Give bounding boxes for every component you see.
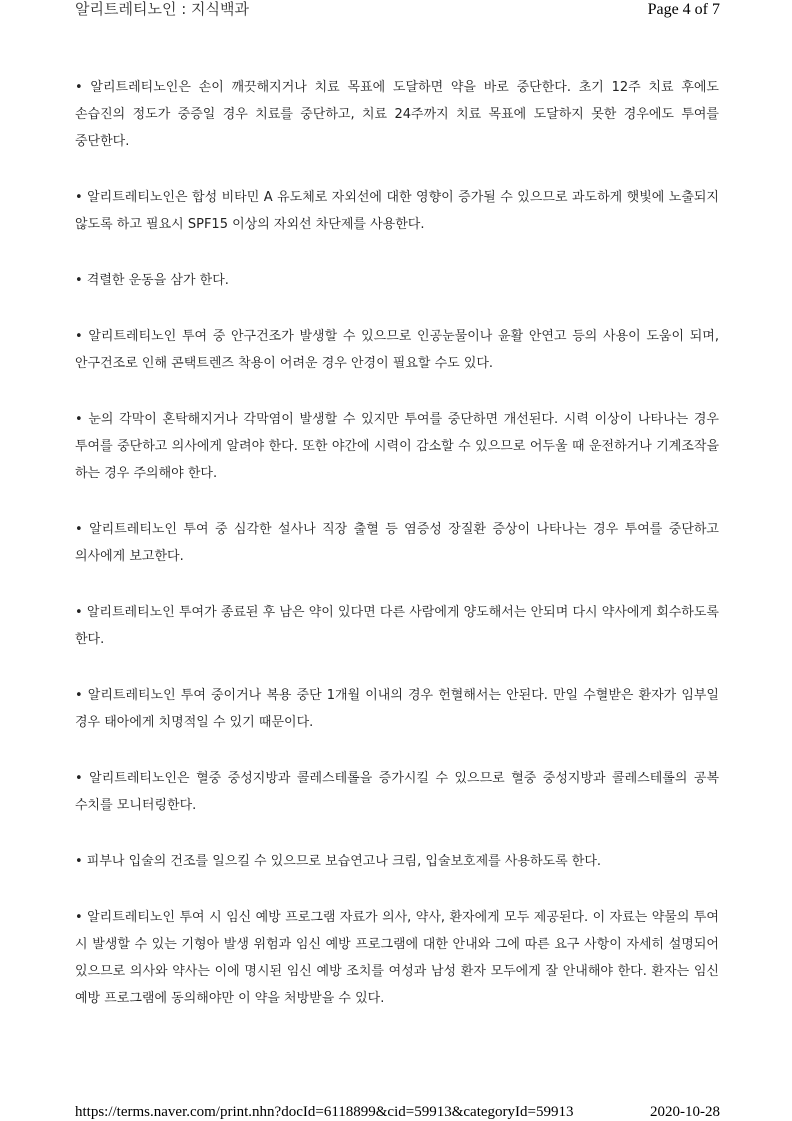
paragraph-discontinue-treatment: • 알리트레티노인은 손이 깨끗해지거나 치료 목표에 도달하면 약을 바로 중단한다. 초기 12주 치료 후에도 손습진의 정도가 중증일 경우 치료를 중단하고, 치료 24주까지 치료 목표에 도달하지 못한 경우에도 투여를 중단한다. — [75, 80, 719, 149]
paragraph-exercise: • 격렬한 운동을 삼가 한다. — [75, 273, 229, 288]
paragraph-bowel-disease: • 알리트레티노인 투여 중 심각한 설사나 직장 출혈 등 염증성 장질환 증상이 나타나는 경우 투여를 중단하고 의사에게 보고한다. — [75, 522, 719, 564]
paragraph-lipids: • 알리트레티노인은 혈중 중성지방과 콜레스테롤을 증가시킬 수 있으므로 혈중 중성지방과 콜레스테롤의 공복 수치를 모니터링한다. — [75, 771, 719, 813]
page-header-title: 알리트레티노인 : 지식백과 — [75, 0, 249, 18]
paragraph-dry-eye: • 알리트레티노인 투여 중 안구건조가 발생할 수 있으므로 인공눈물이나 윤활 안연고 등의 사용이 도움이 되며, 안구건조로 인해 콘택트렌즈 착용이 어려운 경우 안경이 필요할 수도 있다. — [75, 329, 719, 371]
paragraph-leftover-medicine: • 알리트레티노인 투여가 종료된 후 남은 약이 있다면 다른 사람에게 양도해서는 안되며 다시 약사에게 회수하도록 한다. — [75, 605, 719, 647]
paragraph-sun-protection: • 알리트레티노인은 합성 비타민 A 유도체로 자외선에 대한 영향이 증가될 수 있으므로 과도하게 햇빛에 노출되지 않도록 하고 필요시 SPF15 이상의 자외선 차단제를 사용한다. — [75, 190, 719, 232]
page-number: Page 4 of 7 — [647, 1, 720, 18]
document-body — [75, 74, 719, 1041]
paragraph-blood-donation: • 알리트레티노인 투여 중이거나 복용 중단 1개월 이내의 경우 헌혈해서는 안된다. 만일 수혈받은 환자가 임부일 경우 태아에게 치명적일 수 있기 때문이다. — [75, 688, 719, 730]
paragraph-cornea: • 눈의 각막이 혼탁해지거나 각막염이 발생할 수 있지만 투여를 중단하면 개선된다. 시력 이상이 나타나는 경우 투여를 중단하고 의사에게 알려야 한다. 또한 야간에 시력이 감소할 수 있으므로 어두울 때 운전하거나 기계조작을 하는 경우 주의해야 한다. — [75, 412, 719, 481]
page-footer-url: https://terms.naver.com/print.nhn?docId=6118899&cid=59913&categoryId=59913 — [75, 1104, 574, 1120]
paragraph-pregnancy-prevention: • 알리트레티노인 투여 시 임신 예방 프로그램 자료가 의사, 약사, 환자에게 모두 제공된다. 이 자료는 약물의 투여 시 발생할 수 있는 기형아 발생 위험과 임신 예방 프로그램에 대한 안내와 그에 따른 요구 사항이 자세히 설명되어 있으므로 의사와 약사는 이에 명시된 임신 예방 조치를 여성과 남성 환자 모두에게 잘 안내해야 한다. 환자는 임신 예방 프로그램에 동의해야만 이 약을 처방받을 수 있다. — [75, 910, 719, 1006]
paragraph-dry-skin: • 피부나 입술의 건조를 일으킬 수 있으므로 보습연고나 크림, 입술보호제를 사용하도록 한다. — [75, 854, 602, 869]
page-footer-date: 2020-10-28 — [650, 1104, 720, 1120]
